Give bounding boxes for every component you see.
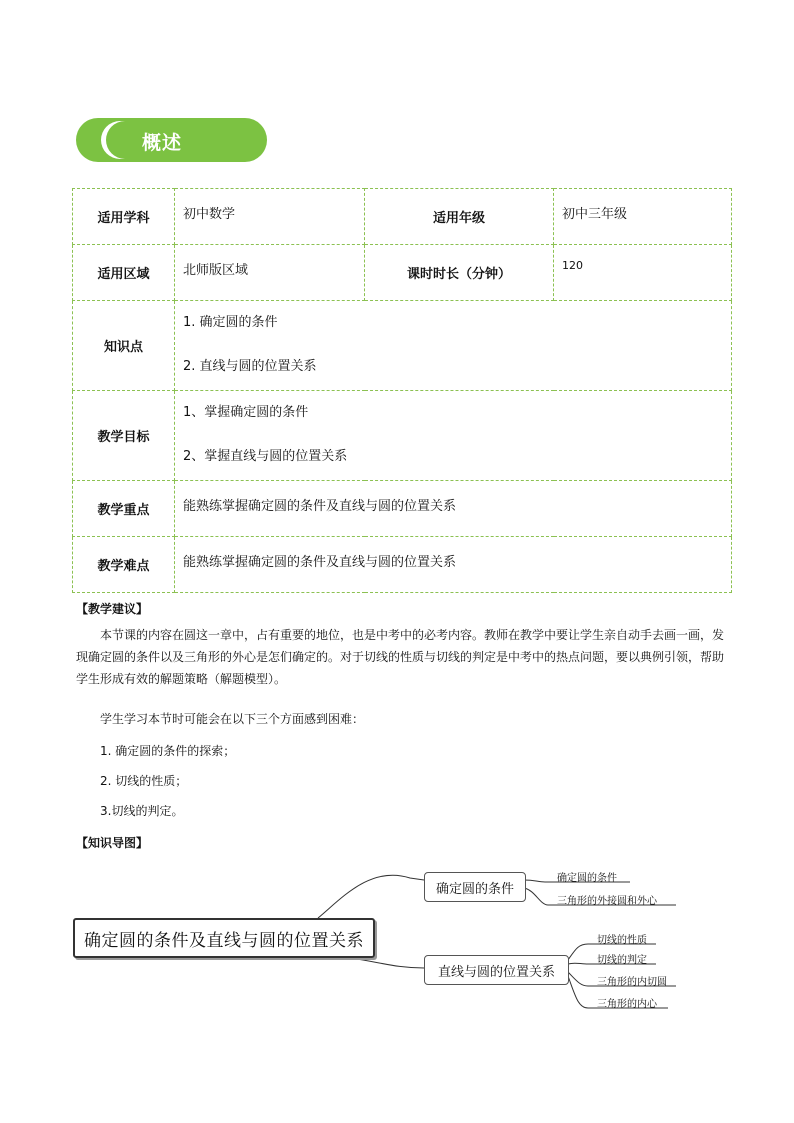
grade-value: 初中三年级: [554, 189, 732, 245]
mindmap-leaf: 三角形的内心: [597, 999, 657, 1010]
mindmap-leaf: 三角形的内切圆: [597, 977, 667, 988]
goals-item: 1、掌握确定圆的条件: [183, 405, 309, 420]
mindmap-leaf: 三角形的外接圆和外心: [557, 896, 657, 907]
section-title: 概述: [142, 132, 183, 154]
knowledge-item: 2. 直线与圆的位置关系: [183, 359, 317, 374]
grade-label: 适用年级: [365, 189, 554, 245]
mindmap-branch-node: 直线与圆的位置关系: [424, 955, 569, 985]
advice-intro: 学生学习本节时可能会在以下三个方面感到困难：: [100, 712, 365, 726]
subject-value: 初中数学: [175, 189, 365, 245]
knowledge-label: 知识点: [73, 301, 175, 391]
difficulty-label: 教学难点: [73, 537, 175, 593]
advice-heading: 【教学建议】: [76, 602, 149, 616]
key-value: 能熟练掌握确定圆的条件及直线与圆的位置关系: [175, 481, 732, 537]
region-label: 适用区域: [73, 245, 175, 301]
knowledge-item: 1. 确定圆的条件: [183, 315, 278, 330]
advice-item: 2. 切线的性质；: [100, 774, 188, 788]
mindmap-leaf: 切线的性质: [597, 935, 647, 946]
duration-label: 课时时长（分钟）: [365, 245, 554, 301]
mindmap-heading: 【知识导图】: [76, 836, 149, 850]
subject-label: 适用学科: [73, 189, 175, 245]
mindmap-leaf: 切线的判定: [597, 955, 647, 966]
mindmap-leaf: 确定圆的条件: [557, 873, 617, 884]
mindmap-branch-node: 确定圆的条件: [424, 872, 526, 902]
key-label: 教学重点: [73, 481, 175, 537]
goals-item: 2、掌握直线与圆的位置关系: [183, 449, 348, 464]
mindmap-root-node: 确定圆的条件及直线与圆的位置关系: [73, 918, 375, 958]
duration-value: 120: [554, 245, 732, 301]
region-value: 北师版区域: [175, 245, 365, 301]
goals-label: 教学目标: [73, 391, 175, 481]
advice-item: 3.切线的判定。: [100, 804, 184, 818]
advice-paragraph: 本节课的内容在圆这一章中，占有重要的地位，也是中考中的必考内容。教师在教学中要让学生亲自动手去画一画，发现确定圆的条件以及三角形的外心是怎们确定的。对于切线的性质与切线的判定是中考中的热点问题，要以典例引领，帮助学生形成有效的解题策略（解题模型）。: [76, 628, 725, 686]
advice-item: 1. 确定圆的条件的探索；: [100, 744, 236, 758]
difficulty-value: 能熟练掌握确定圆的条件及直线与圆的位置关系: [175, 537, 732, 593]
